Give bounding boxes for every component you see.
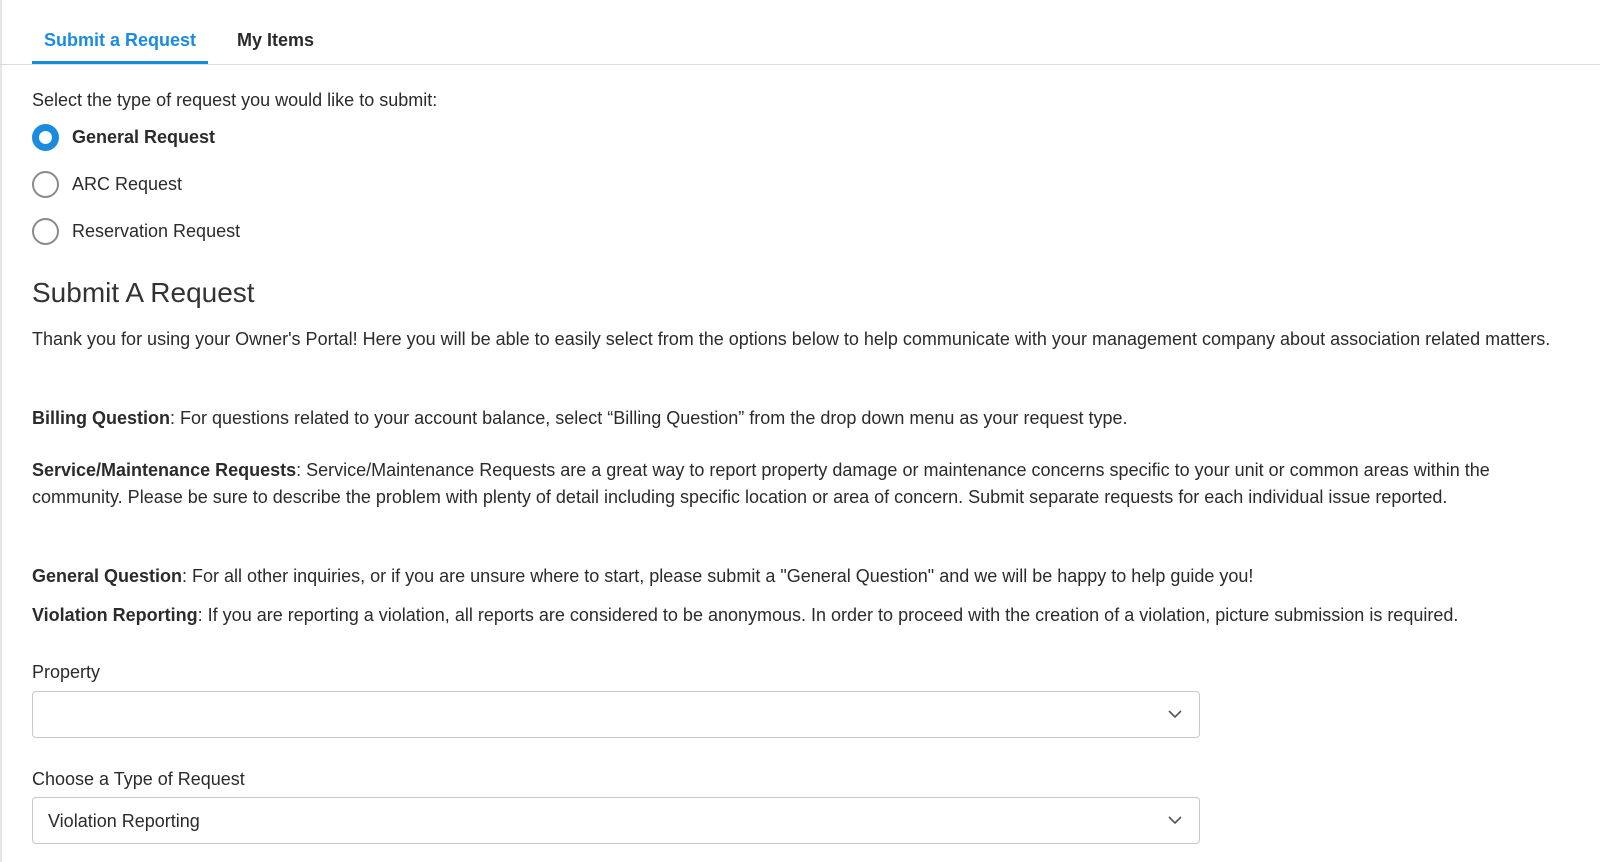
radio-label: General Request bbox=[72, 126, 216, 147]
billing-paragraph bbox=[32, 405, 1577, 432]
tab-bar bbox=[0, 0, 1600, 65]
radio-option-arc-request[interactable] bbox=[32, 169, 182, 199]
general-title: General Question bbox=[32, 566, 183, 586]
request-type-select[interactable] bbox=[32, 797, 1200, 844]
violation-text: : If you are reporting a violation, all reports are considered to be anonymous. In order to proceed with the creation of a violation, picture submission is required. bbox=[197, 605, 1459, 625]
radio-option-general-request[interactable] bbox=[32, 122, 215, 152]
billing-title: Billing Question bbox=[32, 408, 170, 428]
chevron-down-icon bbox=[1167, 814, 1183, 826]
request-type-label: Choose a Type of Request bbox=[32, 769, 245, 789]
radio-button[interactable] bbox=[32, 218, 59, 245]
chevron-down-icon bbox=[1167, 708, 1183, 720]
general-paragraph bbox=[32, 563, 1577, 590]
request-type-select-value: Violation Reporting bbox=[48, 811, 200, 831]
service-text: : Service/Maintenance Requests are a great way to report property damage or maintenance concerns specific to your unit or common areas within the community. Please be sure to describe the problem with plenty of detail including specific location or area of concern. Submit separate requests for each individual issue reported. bbox=[32, 460, 1490, 507]
violation-paragraph bbox=[32, 602, 1600, 629]
property-label: Property bbox=[32, 662, 101, 682]
page-title: Submit A Request bbox=[32, 277, 255, 308]
intro-paragraph: Thank you for using your Owner's Portal! Here you will be able to easily select from the options below to help communicate with your management company about association related matters. bbox=[32, 329, 1551, 349]
property-select[interactable] bbox=[32, 691, 1200, 738]
radio-button-checked[interactable] bbox=[32, 124, 59, 151]
billing-text: : For questions related to your account balance, select “Billing Question” from the drop down menu as your request type. bbox=[170, 408, 1128, 428]
tab-submit-a-request[interactable]: Submit a Request bbox=[32, 30, 208, 64]
general-text: : For all other inquiries, or if you are unsure where to start, please submit a "General Question" and we will be happy to help guide you! bbox=[182, 566, 1254, 586]
request-type-prompt: Select the type of request you would like to submit: bbox=[32, 90, 438, 110]
violation-title: Violation Reporting bbox=[32, 605, 198, 625]
radio-label: ARC Request bbox=[72, 173, 183, 194]
radio-button[interactable] bbox=[32, 171, 59, 198]
service-title: Service/Maintenance Requests bbox=[32, 460, 297, 480]
tab-my-items[interactable]: My Items bbox=[237, 30, 315, 50]
page-left-border bbox=[0, 0, 2, 862]
service-paragraph bbox=[32, 457, 1577, 511]
radio-option-reservation-request[interactable] bbox=[32, 216, 240, 246]
radio-label: Reservation Request bbox=[72, 220, 241, 241]
